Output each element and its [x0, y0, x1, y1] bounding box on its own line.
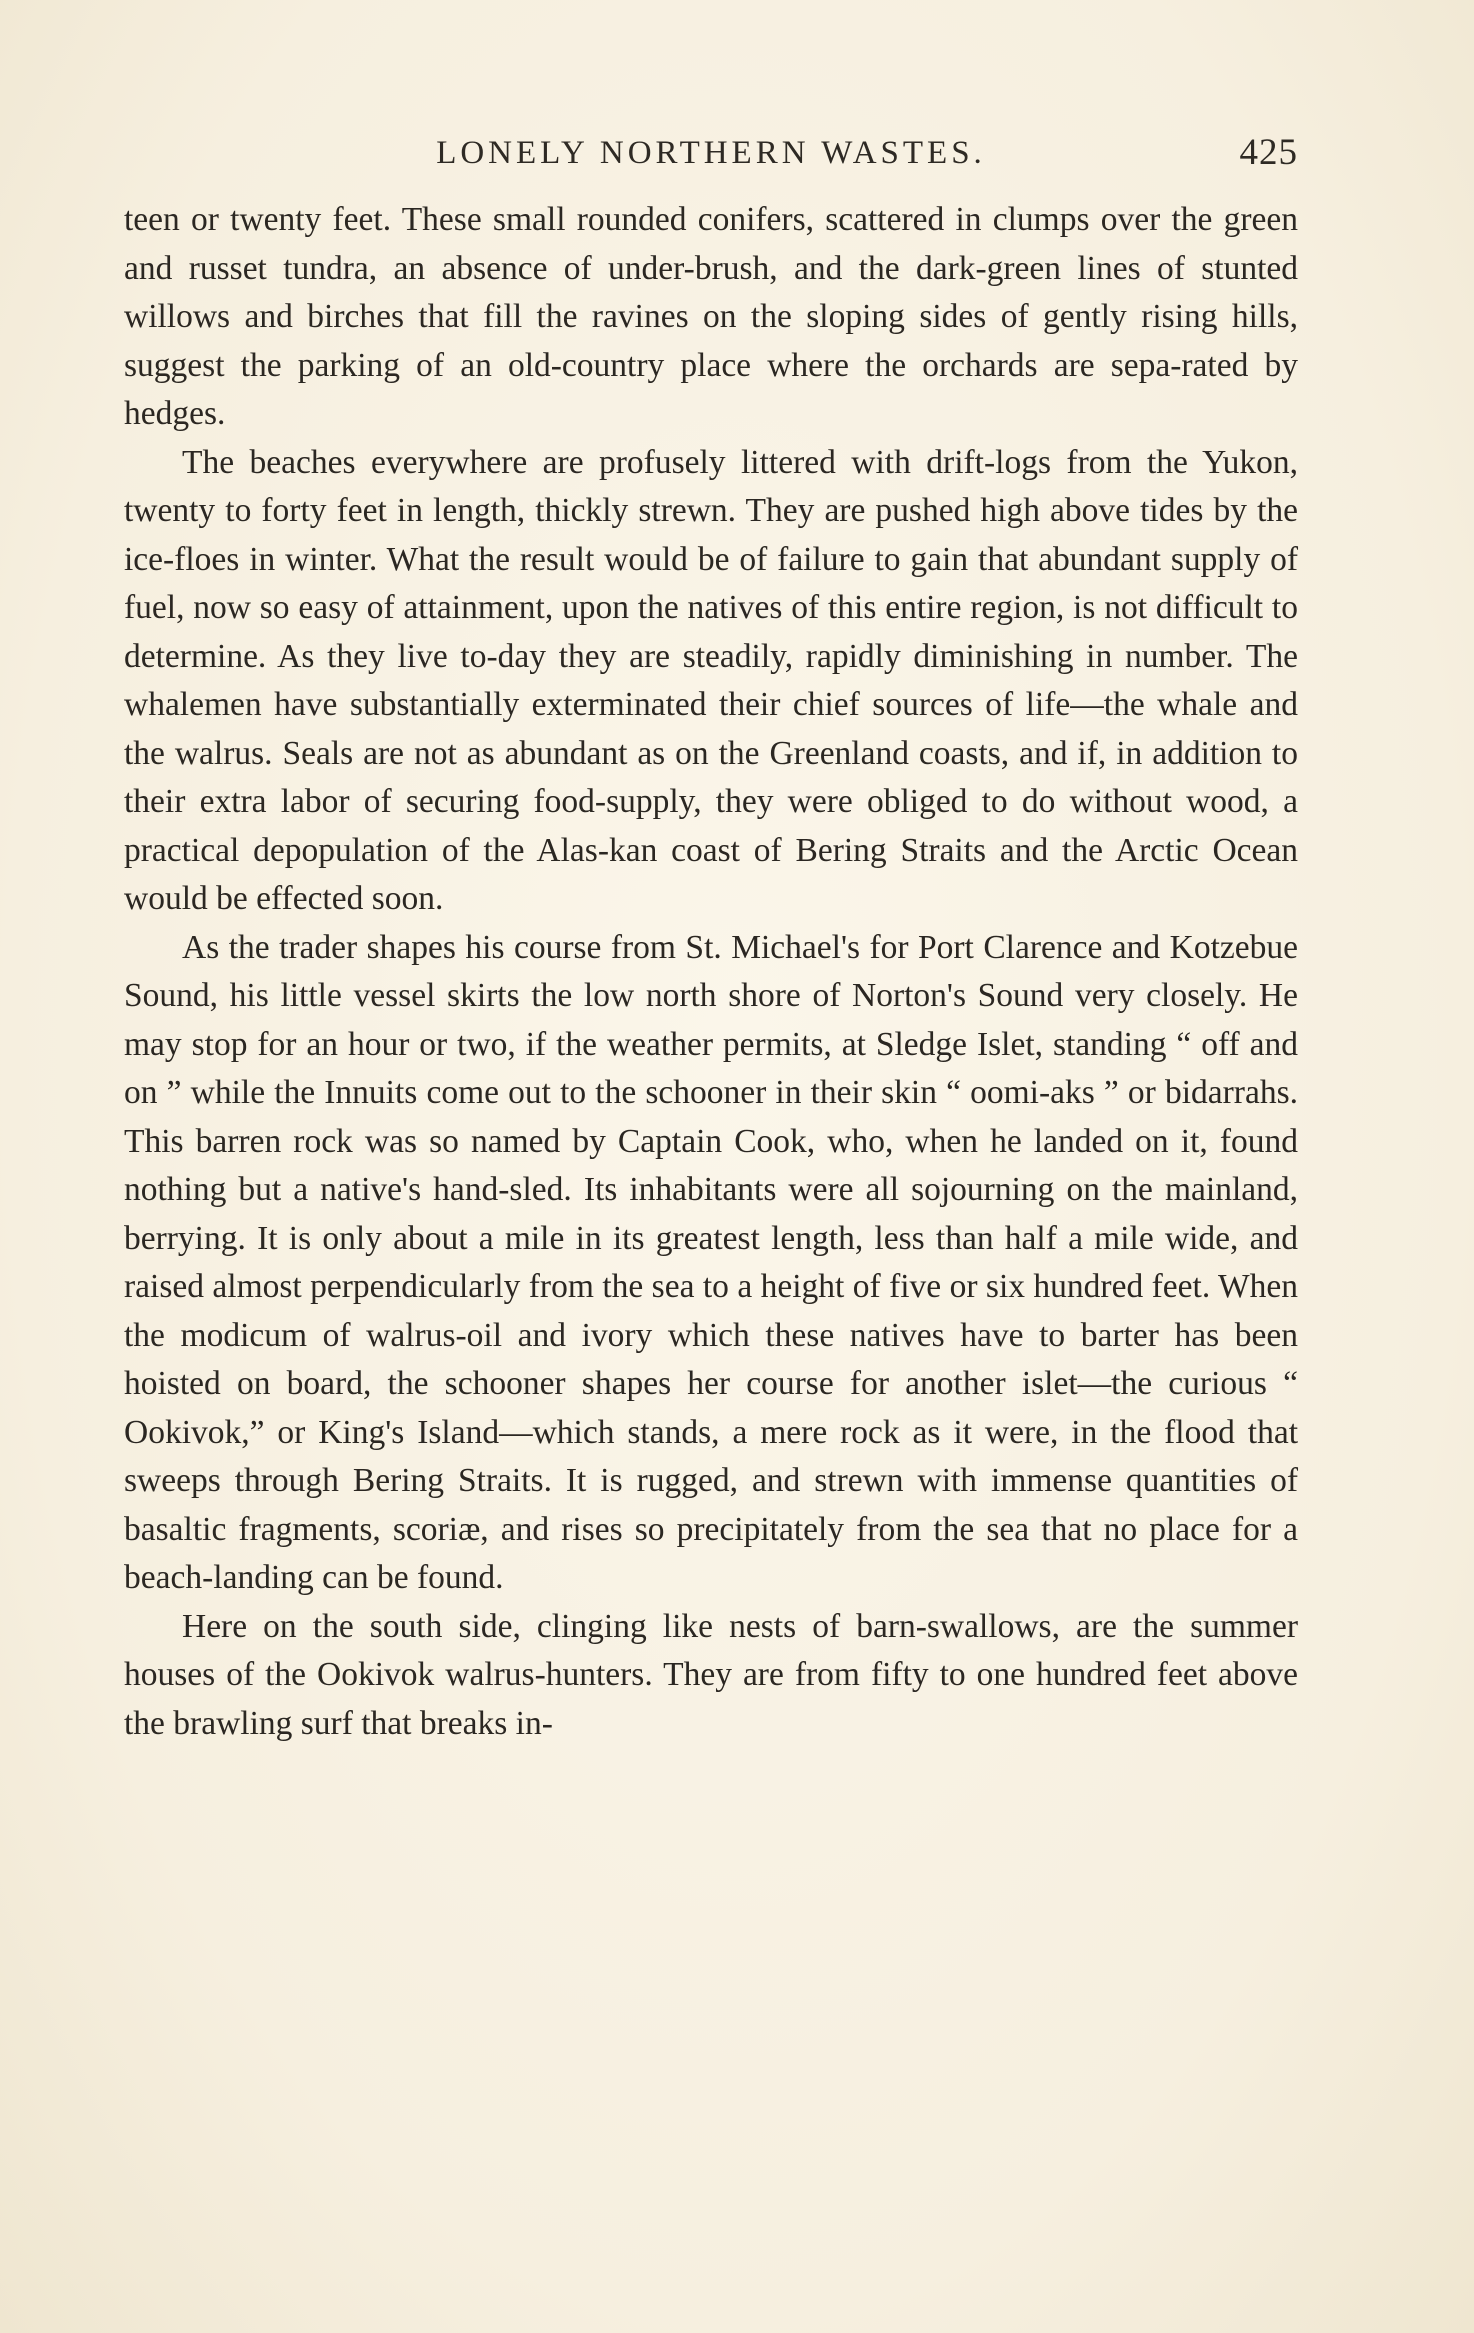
page-number: 425	[1239, 132, 1298, 173]
paragraph: Here on the south side, clinging like nests of barn-swallows, are the summer houses of the Ookivok walrus-hunters. They are from fifty to one hundred feet above the brawling surf that breaks in-	[124, 1607, 1298, 1742]
page-header	[124, 128, 1298, 178]
paragraph: The beaches everywhere are profusely littered with drift-logs from the Yukon, twenty to forty feet in length, thickly strewn. They are pushed high above tides by the ice-floes in winter. What the result would be of failure to gain that abundant supply of fuel, now so easy of attainment, upon the natives of this entire region, is not difficult to determine. As they live to-day they are steadily, rapidly diminishing in number. The whalemen have substantially exterminated their chief sources of life—the whale and the walrus. Seals are not as abundant as on the Greenland coasts, and if, in addition to their extra labor of securing food-supply, they were obliged to do without wood, a practical depopulation of the Alas-kan coast of Bering Straits and the Arctic Ocean would be effected soon.	[124, 443, 1298, 917]
running-head: LONELY NORTHERN WASTES.	[436, 135, 986, 171]
body-text	[124, 196, 1298, 1748]
paragraph: teen or twenty feet. These small rounded conifers, scattered in clumps over the green and russet tundra, an absence of under-brush, and the dark-green lines of stunted willows and birches that fill the ravines on the sloping sides of gently rising hills, suggest the parking of an old-country place where the orchards are sepa-rated by hedges.	[124, 201, 1298, 432]
paragraph: As the trader shapes his course from St. Michael's for Port Clarence and Kotzebue Sound, his little vessel skirts the low north shore of Norton's Sound very closely. He may stop for an hour or two, if the weather permits, at Sledge Islet, standing “ off and on ” while the Innuits come out to the schooner in their skin “ oomi-aks ” or bidarrahs. This barren rock was so named by Captain Cook, who, when he landed on it, found nothing but a native's hand-sled. Its inhabitants were all sojourning on the mainland, berrying. It is only about a mile in its greatest length, less than half a mile wide, and raised almost perpendicularly from the sea to a height of five or six hundred feet. When the modicum of walrus-oil and ivory which these natives have to barter has been hoisted on board, the schooner shapes her course for another islet—the curious “ Ookivok,” or King's Island—which stands, a mere rock as it were, in the flood that sweeps through Bering Straits. It is rugged, and strewn with immense quantities of basaltic fragments, scoriæ, and rises so precipitately from the sea that no place for a beach-landing can be found.	[124, 928, 1298, 1596]
